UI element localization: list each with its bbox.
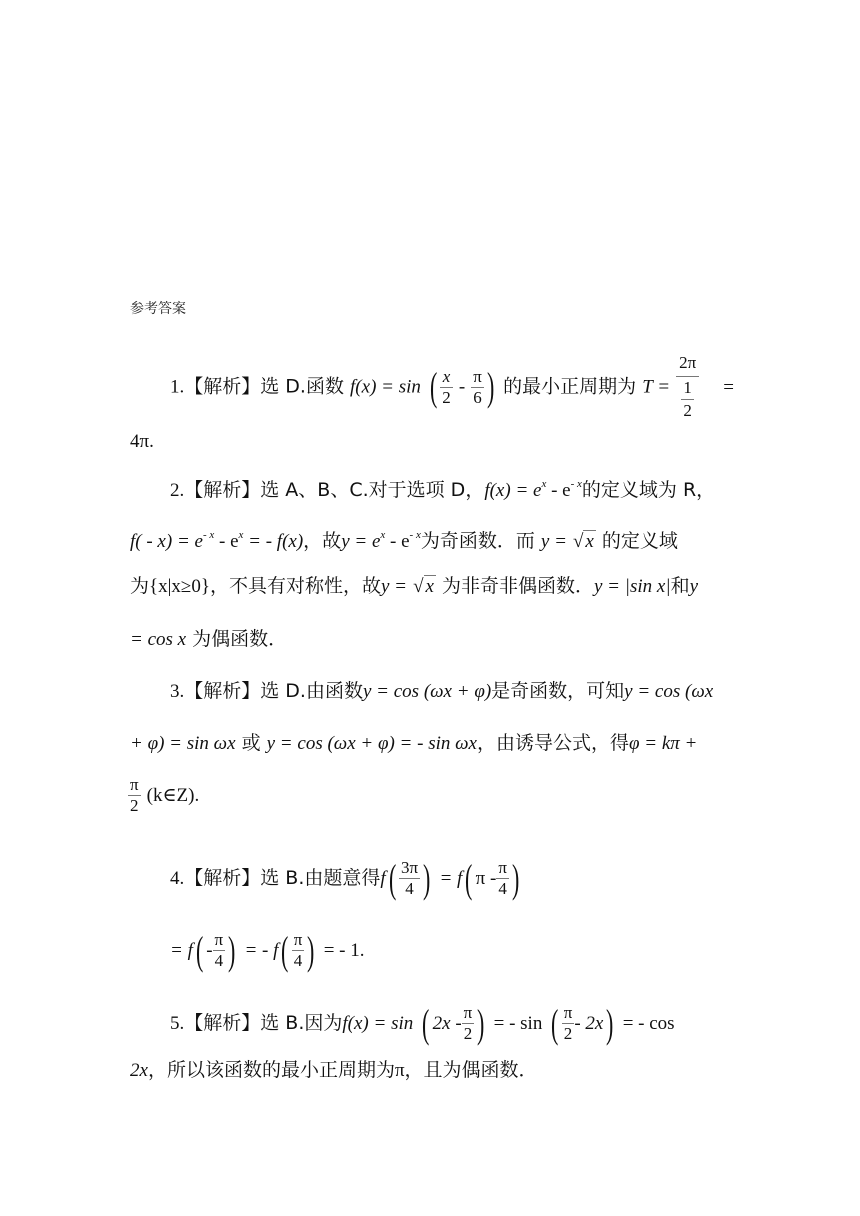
solution-3-line-2: + φ) = sin ωx 或 y = cos (ωx + φ) = - sin ωx，由诱导公式，得φ = kπ + bbox=[130, 732, 698, 754]
solution-2-line-4: = cos x 为偶函数． bbox=[130, 628, 288, 650]
solution-3-line-1: 3.【解析】选 D.由函数y = cos (ωx + φ)是奇函数，可知y = cos (ωx bbox=[170, 680, 714, 702]
sqrt-x: √ x bbox=[413, 576, 434, 597]
sqrt-x: √ x bbox=[572, 531, 594, 552]
analysis-tag: 【解析】 bbox=[184, 375, 261, 398]
fraction: $\frac{x}{2}$ bbox=[442, 366, 451, 407]
solution-3-line-3: $\frac{\pi}{2}$ (k∈Z). bbox=[130, 775, 200, 815]
fraction: $\frac{\pi}{6}$ bbox=[473, 366, 482, 407]
solution-2-line-2: $f( - x) = e^{- x} - e^x$ = - f(x)，故$y = e^x - e^{- x}$为奇函数．而 y = √ x 的定义域 bbox=[130, 529, 678, 552]
solution-5-line-2: 2x，所以该函数的最小正周期为π，且为偶函数． bbox=[130, 1059, 538, 1081]
solution-1-line-2: 4π. bbox=[130, 431, 154, 452]
period-fraction: $\frac{2\pi}{\frac{1}{2}}$ bbox=[676, 350, 699, 424]
solution-2-line-1: 2.【解析】选 A、B、C.对于选项 D，$f(x) = e^x - e^{- x}$的定义域为 R， bbox=[170, 478, 716, 501]
solution-2-line-3: 为{x|x≥0}，不具有对称性，故y = √ x 为非奇非偶函数．y = |sin x|和y bbox=[130, 575, 699, 597]
solution-1-line-1: 1.【解析】选 D.函数 f(x) = sin ( $\frac{x}{2}$ - $\frac{\pi}{6}$ ) 的最小正周期为 T = $\frac{2\pi}{\frac{1}{2}}$ = bbox=[170, 350, 734, 424]
solution-5-line-1: 5.【解析】选 B.因为f(x) = sin ( 2x - $\frac{\pi}{2}$ ) = - sin ( $\frac{\pi}{2}$ - 2x) = - cos bbox=[170, 1000, 675, 1046]
solution-4-line-2: = f( - $\frac{\pi}{4}$ ) = - f( $\frac{\pi}{4}$ ) = - 1. bbox=[170, 927, 365, 973]
heading: 参考答案 bbox=[130, 301, 186, 317]
solution-4-line-1: 4.【解析】选 B.由题意得f( $\frac{3\pi}{4}$ ) = f( π - $\frac{\pi}{4}$ ) bbox=[170, 855, 520, 901]
fraction: $\frac{\pi}{2}$ bbox=[130, 775, 139, 815]
